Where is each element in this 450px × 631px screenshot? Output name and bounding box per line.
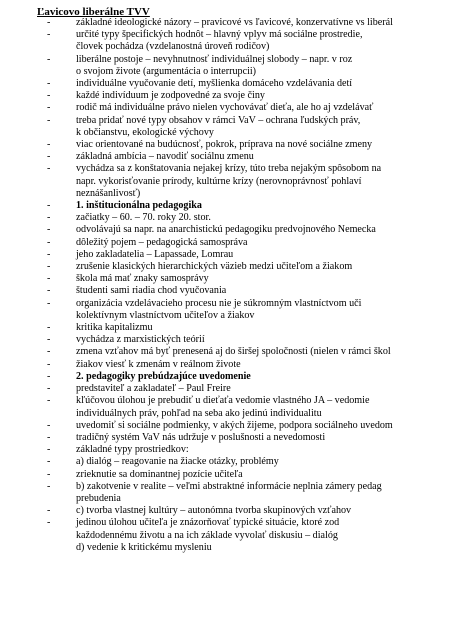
bullet-dash: - bbox=[47, 358, 51, 370]
list-item-line: a) dialóg – reagovanie na žiacke otázky, problémy bbox=[76, 456, 279, 468]
bullet-dash: - bbox=[47, 139, 51, 151]
list-item-line: človek pochádza (vzdelanostná úroveň rodičov) bbox=[76, 41, 270, 53]
list-item bbox=[0, 29, 450, 53]
list-item-line: k občianstvu, ekologické výchovy bbox=[76, 126, 214, 138]
list-item bbox=[0, 346, 450, 358]
list-item bbox=[0, 517, 450, 554]
list-item bbox=[0, 237, 450, 249]
list-item-line: rodič má individuálne právo nielen vychovávať dieťa, ale ho aj vzdelávať bbox=[76, 102, 374, 114]
list-item bbox=[0, 444, 450, 456]
bullet-list bbox=[0, 17, 450, 554]
bullet-dash: - bbox=[47, 468, 51, 480]
bullet-dash: - bbox=[47, 163, 51, 175]
list-item bbox=[0, 54, 450, 78]
list-item-line: kolektívnym vlastníctvom učiteľov a žiakov bbox=[76, 309, 255, 321]
bullet-dash: - bbox=[47, 505, 51, 517]
bullet-dash: - bbox=[47, 248, 51, 260]
list-item-line: kritika kapitalizmu bbox=[76, 322, 153, 334]
list-item-line: neznášanlivosť) bbox=[76, 187, 141, 199]
list-item-line: jedinou úlohou učiteľa je znázorňovať typické situácie, ktoré zod bbox=[76, 517, 340, 529]
list-item-line: základná ambícia – navodiť sociálnu zmenu bbox=[76, 151, 254, 163]
bullet-dash: - bbox=[47, 480, 51, 492]
list-item bbox=[0, 420, 450, 432]
bullet-dash: - bbox=[47, 370, 51, 382]
list-item bbox=[0, 90, 450, 102]
list-item-line: 1. inštitucionálna pedagogika bbox=[76, 200, 202, 212]
list-item-line: predstaviteľ a zakladateľ – Paul Freire bbox=[76, 383, 231, 395]
bullet-dash: - bbox=[47, 29, 51, 41]
list-item bbox=[0, 261, 450, 273]
bullet-dash: - bbox=[47, 236, 51, 248]
list-item-line: určité typy špecifických hodnôt – hlavný vplyv má sociálne prostredie, bbox=[76, 29, 363, 41]
list-item-line: zrušenie klasických hierarchických väzieb medzi učiteľom a žiakom bbox=[76, 261, 353, 273]
bullet-dash: - bbox=[47, 200, 51, 212]
bullet-dash: - bbox=[47, 285, 51, 297]
list-item bbox=[0, 163, 450, 200]
bullet-dash: - bbox=[47, 151, 51, 163]
list-item bbox=[0, 78, 450, 90]
bullet-dash: - bbox=[47, 297, 51, 309]
list-item-line: vychádza sa z konštatovania nejakej krízy, túto treba nejakým spôsobom na bbox=[76, 163, 382, 175]
list-item-line: individuálne vyučovanie detí, myšlienka domáceho vzdelávania detí bbox=[76, 78, 353, 90]
section-heading bbox=[0, 200, 450, 212]
list-item-line: d) vedenie k kritickému mysleniu bbox=[76, 541, 212, 553]
list-item-line: 2. pedagogiky prebúdzajúce uvedomenie bbox=[76, 370, 251, 382]
list-item bbox=[0, 298, 450, 322]
list-item-line: základné ideologické názory – pravicové vs ľavicové, konzervatívne vs liberál bbox=[76, 17, 393, 28]
bullet-dash: - bbox=[47, 261, 51, 273]
list-item bbox=[0, 383, 450, 395]
list-item bbox=[0, 322, 450, 334]
list-item bbox=[0, 249, 450, 261]
list-item-line: škola má mať znaky samosprávy bbox=[76, 273, 209, 285]
bullet-dash: - bbox=[47, 212, 51, 224]
bullet-dash: - bbox=[47, 224, 51, 236]
list-item-line: každé indivíduum je zodpovedné za svoje činy bbox=[76, 90, 265, 102]
bullet-dash: - bbox=[47, 517, 51, 529]
list-item-line: viac orientované na budúcnosť, pokrok, príprava na nové sociálne zmeny bbox=[76, 139, 373, 151]
bullet-dash: - bbox=[47, 431, 51, 443]
list-item bbox=[0, 102, 450, 114]
section-heading bbox=[0, 371, 450, 383]
bullet-dash: - bbox=[47, 102, 51, 114]
bullet-dash: - bbox=[47, 78, 51, 90]
bullet-dash: - bbox=[47, 456, 51, 468]
bullet-dash: - bbox=[47, 444, 51, 456]
bullet-dash: - bbox=[47, 383, 51, 395]
list-item bbox=[0, 212, 450, 224]
list-item bbox=[0, 481, 450, 505]
list-item-line: organizácia vzdelávacieho procesu nie je súkromným vlastníctvom uči bbox=[76, 297, 362, 309]
list-item bbox=[0, 505, 450, 517]
list-item-line: dôležitý pojem – pedagogická samospráva bbox=[76, 236, 248, 248]
list-item bbox=[0, 17, 450, 29]
bullet-dash: - bbox=[47, 419, 51, 431]
list-item-line: treba pridať nové typy obsahov v rámci VaV – ochrana ľudských práv, bbox=[76, 114, 361, 126]
list-item-line: kľúčovou úlohou je prebudiť u dieťaťa vedomie vlastného JA – vedomie bbox=[76, 395, 370, 407]
bullet-dash: - bbox=[47, 114, 51, 126]
bullet-dash: - bbox=[47, 322, 51, 334]
list-item-line: jeho zakladatelia – Lapassade, Lomrau bbox=[76, 248, 234, 260]
bullet-dash: - bbox=[47, 273, 51, 285]
list-item-line: napr. vykorisťovanie prírody, kultúrne krízy (nerovnoprávnosť pohlaví bbox=[76, 175, 362, 187]
bullet-dash: - bbox=[47, 346, 51, 358]
list-item bbox=[0, 224, 450, 236]
list-item-line: zmena vzťahov má byť prenesená aj do širšej spoločnosti (nielen v rámci škol bbox=[76, 346, 391, 358]
list-item bbox=[0, 456, 450, 468]
list-item bbox=[0, 359, 450, 371]
list-item-line: o svojom živote (argumentácia o interrupcii) bbox=[76, 65, 257, 77]
list-item bbox=[0, 432, 450, 444]
list-item bbox=[0, 273, 450, 285]
list-item bbox=[0, 395, 450, 419]
list-item-line: prebudenia bbox=[76, 492, 121, 504]
document-title: Ľavicovo liberálne TVV bbox=[37, 6, 150, 18]
bullet-dash: - bbox=[47, 334, 51, 346]
list-item-line: uvedomiť si sociálne podmienky, v akých žijeme, podpora sociálneho uvedom bbox=[76, 419, 393, 431]
list-item-line: základné typy prostriedkov: bbox=[76, 444, 189, 456]
list-item bbox=[0, 139, 450, 151]
list-item bbox=[0, 334, 450, 346]
list-item-line: študenti sami riadia chod vyučovania bbox=[76, 285, 227, 297]
list-item-line: odvolávajú sa napr. na anarchistickú pedagogiku predvojnového Nemecka bbox=[76, 224, 376, 236]
list-item-line: individuálnych práv, pohľad na seba ako jedinú individualitu bbox=[76, 407, 322, 419]
list-item-line: zrieknutie sa dominantnej pozície učiteľa bbox=[76, 468, 243, 480]
list-item-line: začiatky – 60. – 70. roky 20. stor. bbox=[76, 212, 211, 224]
bullet-dash: - bbox=[47, 53, 51, 65]
list-item-line: tradičný systém VaV nás udržuje v poslušnosti a nevedomosti bbox=[76, 431, 326, 443]
list-item bbox=[0, 151, 450, 163]
list-item-line: c) tvorba vlastnej kultúry – autonómna tvorba skupinových vzťahov bbox=[76, 505, 352, 517]
list-item-line: b) zakotvenie v realite – veľmi abstraktné informácie neplnia zámery pedag bbox=[76, 480, 382, 492]
bullet-dash: - bbox=[47, 90, 51, 102]
bullet-dash: - bbox=[47, 17, 51, 28]
list-item bbox=[0, 115, 450, 139]
list-item-line: žiakov viesť k zmenám v reálnom živote bbox=[76, 358, 241, 370]
list-item-line: každodennému životu a na ich základe vyvolať diskusiu – dialóg bbox=[76, 529, 338, 541]
list-item bbox=[0, 285, 450, 297]
list-item-line: liberálne postoje – nevyhnutnosť individuálnej slobody – napr. v roz bbox=[76, 53, 353, 65]
bullet-dash: - bbox=[47, 395, 51, 407]
list-item bbox=[0, 469, 450, 481]
list-item-line: vychádza z marxistických teórií bbox=[76, 334, 205, 346]
